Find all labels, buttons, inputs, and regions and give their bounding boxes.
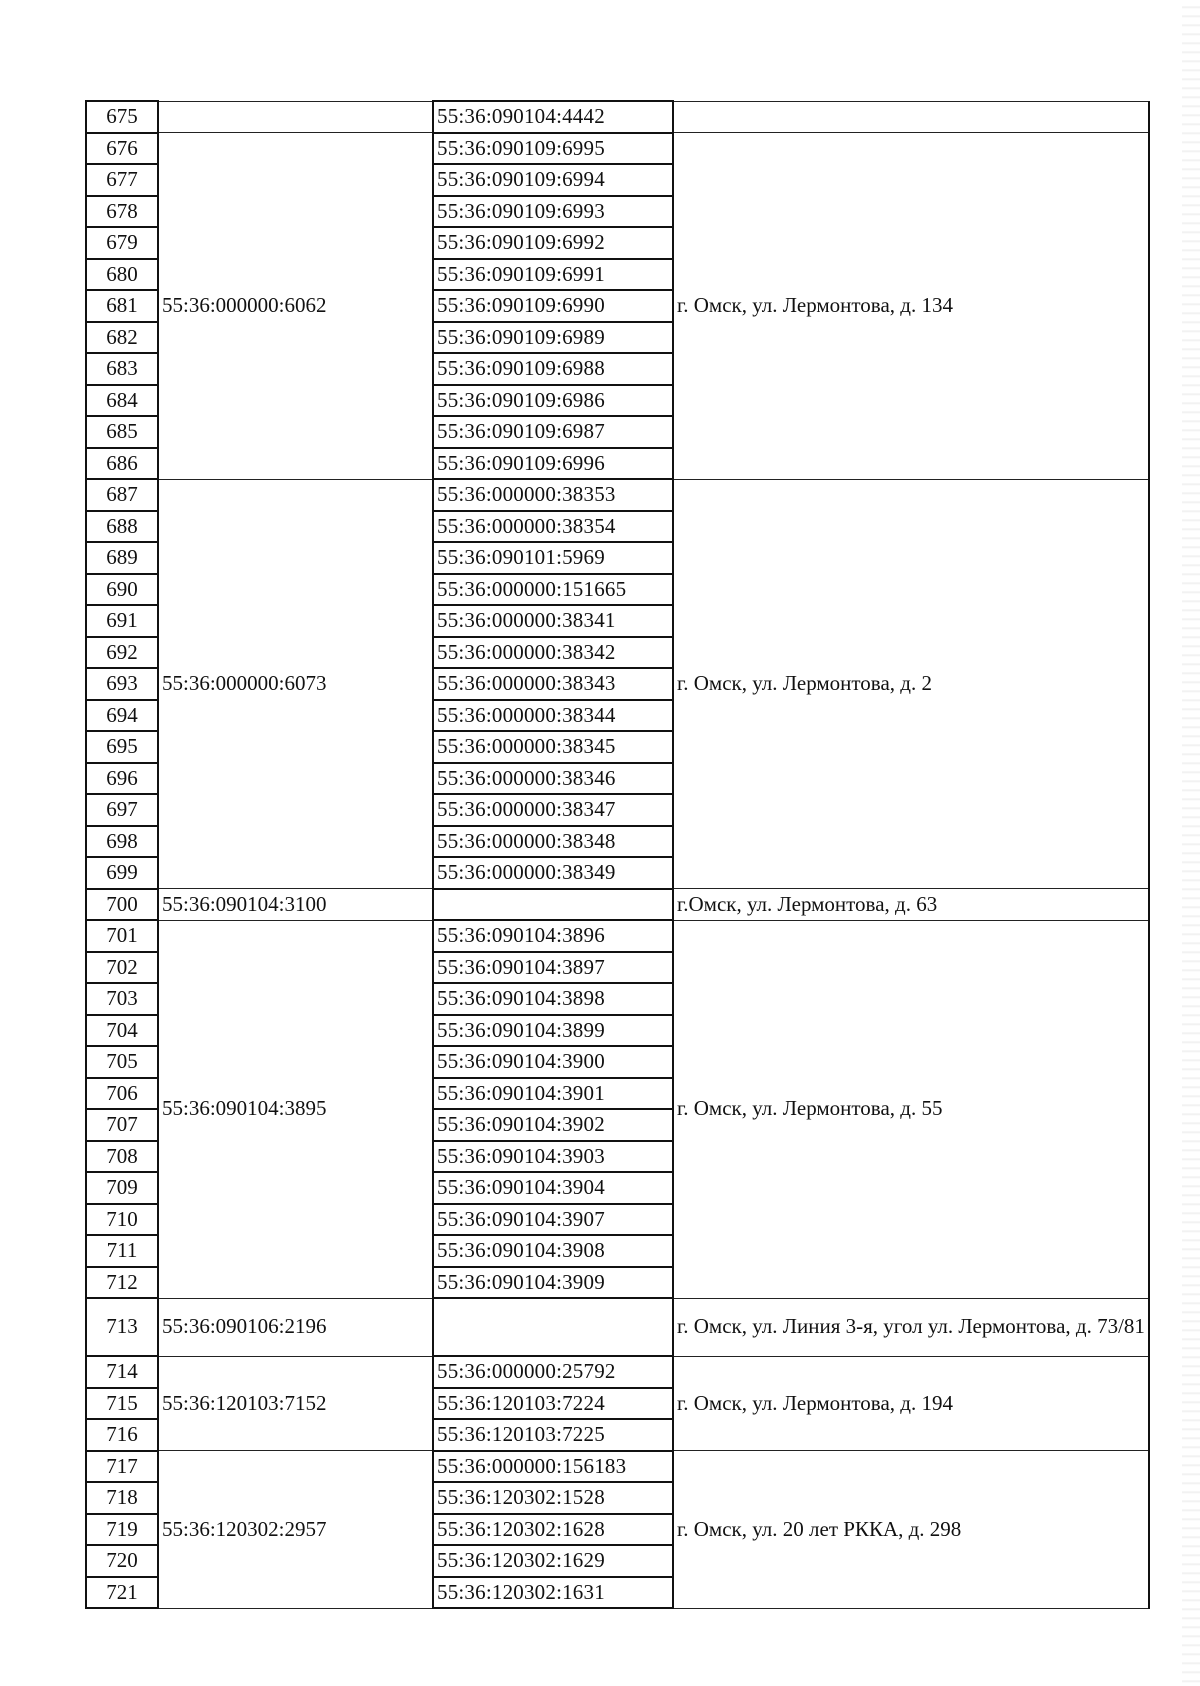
row-number: 721	[86, 1577, 158, 1609]
sub-cadastral-number: 55:36:090109:6987	[433, 416, 673, 448]
address-cell: г. Омск, ул. 20 лет РККА, д. 298	[673, 1451, 1149, 1609]
row-number: 682	[86, 322, 158, 354]
sub-cadastral-number: 55:36:000000:151665	[433, 574, 673, 606]
cadastral-registry-table	[85, 100, 1150, 1609]
row-number: 684	[86, 385, 158, 417]
row-number: 708	[86, 1141, 158, 1173]
table-row	[86, 920, 1149, 952]
sub-cadastral-number: 55:36:090109:6992	[433, 227, 673, 259]
table-row	[86, 133, 1149, 165]
row-number: 710	[86, 1204, 158, 1236]
row-number: 687	[86, 479, 158, 511]
row-number: 675	[86, 101, 158, 133]
sub-cadastral-number: 55:36:120302:1631	[433, 1577, 673, 1609]
address-cell: г. Омск, ул. Лермонтова, д. 134	[673, 133, 1149, 480]
row-number: 678	[86, 196, 158, 228]
row-number: 696	[86, 763, 158, 795]
row-number: 711	[86, 1235, 158, 1267]
sub-cadastral-number: 55:36:000000:38348	[433, 826, 673, 858]
registry-body	[86, 101, 1149, 1608]
sub-cadastral-number: 55:36:000000:38347	[433, 794, 673, 826]
sub-cadastral-number: 55:36:000000:156183	[433, 1451, 673, 1483]
address-cell: г. Омск, ул. Лермонтова, д. 194	[673, 1356, 1149, 1451]
sub-cadastral-number: 55:36:090109:6996	[433, 448, 673, 480]
row-number: 714	[86, 1356, 158, 1388]
sub-cadastral-number: 55:36:090104:3902	[433, 1109, 673, 1141]
row-number: 677	[86, 164, 158, 196]
parent-cadastral-number: 55:36:120103:7152	[158, 1356, 433, 1451]
table-row	[86, 479, 1149, 511]
sub-cadastral-number: 55:36:090109:6993	[433, 196, 673, 228]
row-number: 706	[86, 1078, 158, 1110]
sub-cadastral-number: 55:36:000000:38354	[433, 511, 673, 543]
scan-edge-strip	[1182, 0, 1200, 1686]
row-number: 720	[86, 1545, 158, 1577]
address-cell: г. Омск, ул. Лермонтова, д. 55	[673, 920, 1149, 1298]
parent-cadastral-number: 55:36:090104:3100	[158, 889, 433, 921]
sub-cadastral-number: 55:36:120302:1528	[433, 1482, 673, 1514]
sub-cadastral-number: 55:36:000000:38341	[433, 605, 673, 637]
sub-cadastral-number: 55:36:090109:6988	[433, 353, 673, 385]
sub-cadastral-number: 55:36:090109:6989	[433, 322, 673, 354]
address-cell: г.Омск, ул. Лермонтова, д. 63	[673, 889, 1149, 921]
row-number: 691	[86, 605, 158, 637]
row-number: 703	[86, 983, 158, 1015]
sub-cadastral-number: 55:36:000000:38353	[433, 479, 673, 511]
row-number: 715	[86, 1388, 158, 1420]
address-cell: г. Омск, ул. Лермонтова, д. 2	[673, 479, 1149, 889]
row-number: 686	[86, 448, 158, 480]
sub-cadastral-number: 55:36:000000:38343	[433, 668, 673, 700]
row-number: 705	[86, 1046, 158, 1078]
sub-cadastral-number: 55:36:000000:38349	[433, 857, 673, 889]
row-number: 694	[86, 700, 158, 732]
table-row	[86, 889, 1149, 921]
table-row	[86, 1451, 1149, 1483]
sub-cadastral-number: 55:36:120302:1629	[433, 1545, 673, 1577]
sub-cadastral-number: 55:36:090104:3908	[433, 1235, 673, 1267]
sub-cadastral-number: 55:36:000000:38342	[433, 637, 673, 669]
sub-cadastral-number: 55:36:000000:25792	[433, 1356, 673, 1388]
sub-cadastral-number: 55:36:090104:3896	[433, 920, 673, 952]
row-number: 718	[86, 1482, 158, 1514]
row-number: 692	[86, 637, 158, 669]
sub-cadastral-number: 55:36:000000:38345	[433, 731, 673, 763]
row-number: 707	[86, 1109, 158, 1141]
parent-cadastral-number: 55:36:090104:3895	[158, 920, 433, 1298]
row-number: 713	[86, 1298, 158, 1356]
sub-cadastral-number: 55:36:090104:3901	[433, 1078, 673, 1110]
address-cell: г. Омск, ул. Линия 3-я, угол ул. Лермонтова, д. 73/81	[673, 1298, 1149, 1356]
sub-cadastral-number: 55:36:090109:6995	[433, 133, 673, 165]
table-row	[86, 1298, 1149, 1356]
row-number: 689	[86, 542, 158, 574]
sub-cadastral-number: 55:36:090104:3899	[433, 1015, 673, 1047]
row-number: 709	[86, 1172, 158, 1204]
table-row	[86, 1356, 1149, 1388]
sub-cadastral-number: 55:36:000000:38344	[433, 700, 673, 732]
row-number: 685	[86, 416, 158, 448]
sub-cadastral-number	[433, 1298, 673, 1356]
sub-cadastral-number: 55:36:090104:3904	[433, 1172, 673, 1204]
sub-cadastral-number: 55:36:090104:3903	[433, 1141, 673, 1173]
row-number: 716	[86, 1419, 158, 1451]
sub-cadastral-number: 55:36:090109:6986	[433, 385, 673, 417]
row-number: 695	[86, 731, 158, 763]
sub-cadastral-number: 55:36:120103:7224	[433, 1388, 673, 1420]
sub-cadastral-number: 55:36:090104:3898	[433, 983, 673, 1015]
sub-cadastral-number: 55:36:090104:3897	[433, 952, 673, 984]
sub-cadastral-number: 55:36:120103:7225	[433, 1419, 673, 1451]
row-number: 702	[86, 952, 158, 984]
row-number: 700	[86, 889, 158, 921]
row-number: 704	[86, 1015, 158, 1047]
row-number: 693	[86, 668, 158, 700]
sub-cadastral-number	[433, 889, 673, 921]
row-number: 690	[86, 574, 158, 606]
sub-cadastral-number: 55:36:090104:4442	[433, 101, 673, 133]
sub-cadastral-number: 55:36:000000:38346	[433, 763, 673, 795]
table-row	[86, 101, 1149, 133]
sub-cadastral-number: 55:36:090104:3909	[433, 1267, 673, 1299]
row-number: 701	[86, 920, 158, 952]
row-number: 719	[86, 1514, 158, 1546]
parent-cadastral-number: 55:36:000000:6062	[158, 133, 433, 480]
row-number: 680	[86, 259, 158, 291]
address-cell	[673, 101, 1149, 133]
parent-cadastral-number: 55:36:090106:2196	[158, 1298, 433, 1356]
row-number: 712	[86, 1267, 158, 1299]
sub-cadastral-number: 55:36:090109:6994	[433, 164, 673, 196]
row-number: 683	[86, 353, 158, 385]
sub-cadastral-number: 55:36:090101:5969	[433, 542, 673, 574]
sub-cadastral-number: 55:36:090109:6991	[433, 259, 673, 291]
row-number: 679	[86, 227, 158, 259]
parent-cadastral-number: 55:36:000000:6073	[158, 479, 433, 889]
row-number: 676	[86, 133, 158, 165]
row-number: 688	[86, 511, 158, 543]
sub-cadastral-number: 55:36:090104:3907	[433, 1204, 673, 1236]
parent-cadastral-number	[158, 101, 433, 133]
row-number: 697	[86, 794, 158, 826]
row-number: 699	[86, 857, 158, 889]
row-number: 681	[86, 290, 158, 322]
row-number: 717	[86, 1451, 158, 1483]
sub-cadastral-number: 55:36:090104:3900	[433, 1046, 673, 1078]
sub-cadastral-number: 55:36:090109:6990	[433, 290, 673, 322]
sub-cadastral-number: 55:36:120302:1628	[433, 1514, 673, 1546]
row-number: 698	[86, 826, 158, 858]
parent-cadastral-number: 55:36:120302:2957	[158, 1451, 433, 1609]
